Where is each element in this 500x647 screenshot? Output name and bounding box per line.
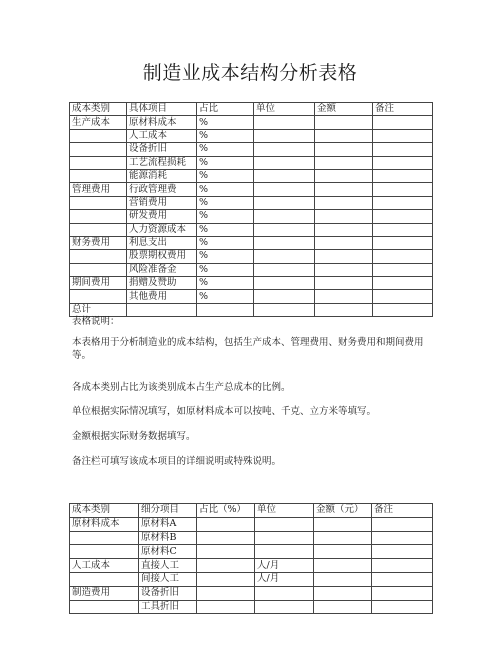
cost-structure-cell: 利息支出 (127, 236, 197, 249)
cost-structure-cell (70, 169, 127, 182)
table-row (70, 545, 433, 559)
cost-detail-cell (70, 545, 139, 559)
cost-structure-cell (373, 116, 433, 129)
table-row (70, 517, 433, 531)
cost-structure-cell: % (197, 196, 254, 209)
cost-structure-cell (70, 156, 127, 169)
cost-detail-cell: 工具折旧 (139, 600, 197, 614)
cost-structure-cell (70, 223, 127, 236)
cost-detail-cell (255, 517, 314, 531)
table-row (70, 183, 433, 196)
cost-detail-cell (314, 545, 372, 559)
cost-detail-cell (197, 572, 255, 586)
cost-structure-cell (254, 277, 315, 290)
cost-structure-cell (315, 196, 373, 209)
cost-detail-cell (197, 545, 255, 559)
cost-detail-header-cell: 备注 (372, 504, 433, 518)
cost-structure-cell (315, 263, 373, 276)
cost-structure-cell: 原材料成本 (127, 116, 197, 129)
cost-structure-cell: 其他费用 (127, 290, 197, 303)
cost-structure-cell: % (197, 236, 254, 249)
cost-structure-cell: % (197, 290, 254, 303)
cost-detail-header-cell: 金额（元） (314, 504, 372, 518)
cost-detail-cell (255, 545, 314, 559)
cost-structure-cell: 人工成本 (127, 129, 197, 142)
table-row (70, 169, 433, 182)
cost-structure-header-cell: 金额 (315, 103, 373, 116)
notes-heading: 表格说明： (72, 316, 120, 327)
table-row (70, 129, 433, 142)
cost-structure-cell (315, 129, 373, 142)
cost-detail-cell (197, 586, 255, 600)
cost-structure-cell (315, 183, 373, 196)
cost-structure-header-cell: 备注 (373, 103, 433, 116)
cost-structure-cell (373, 236, 433, 249)
cost-detail-cell (372, 572, 433, 586)
cost-structure-cell: % (197, 250, 254, 263)
cost-structure-cell: 财务费用 (70, 236, 127, 249)
table-row (70, 236, 433, 249)
cost-structure-cell (315, 143, 373, 156)
cost-detail-cell (255, 586, 314, 600)
cost-detail-cell: 设备折旧 (139, 586, 197, 600)
note-paragraph-4: 金额根据实际财务数据填写。 (72, 431, 196, 442)
cost-structure-cell: 生产成本 (70, 116, 127, 129)
cost-structure-cell (373, 183, 433, 196)
table-row (70, 196, 433, 209)
cost-structure-cell: % (197, 169, 254, 182)
table-row (70, 600, 433, 614)
cost-detail-cell (255, 531, 314, 545)
cost-structure-cell: % (197, 183, 254, 196)
cost-structure-cell (254, 183, 315, 196)
cost-structure-cell (315, 250, 373, 263)
cost-detail-cell (314, 531, 372, 545)
cost-detail-cell: 人工成本 (70, 559, 139, 573)
cost-detail-cell: 原材料成本 (70, 517, 139, 531)
cost-detail-cell: 直接人工 (139, 559, 197, 573)
cost-detail-table (69, 503, 433, 614)
cost-detail-header-cell: 成本类别 (70, 504, 139, 518)
cost-detail-cell: 制造费用 (70, 586, 139, 600)
note-paragraph-3: 单位根据实际情况填写，如原材料成本可以按吨、千克、立方米等填写。 (72, 406, 377, 417)
cost-detail-cell (372, 545, 433, 559)
cost-detail-cell: 间接人工 (139, 572, 197, 586)
cost-structure-cell (373, 156, 433, 169)
cost-detail-cell (70, 531, 139, 545)
cost-structure-cell: % (197, 263, 254, 276)
cost-structure-cell (373, 143, 433, 156)
cost-structure-cell (254, 116, 315, 129)
cost-structure-cell (254, 223, 315, 236)
cost-structure-cell: % (197, 210, 254, 223)
note-paragraph-2: 各成本类别占比为该类别成本占生产总成本的比例。 (72, 382, 291, 393)
cost-structure-cell: 期间费用 (70, 277, 127, 290)
cost-detail-cell (70, 572, 139, 586)
cost-structure-cell (315, 223, 373, 236)
cost-detail-cell: 人/月 (255, 559, 314, 573)
cost-detail-header-cell: 细分项目 (139, 504, 197, 518)
cost-detail-cell (70, 600, 139, 614)
table-row (70, 116, 433, 129)
cost-detail-header-row (70, 504, 433, 518)
cost-structure-cell (373, 250, 433, 263)
cost-structure-cell (315, 210, 373, 223)
cost-detail-cell (314, 559, 372, 573)
cost-structure-cell: 设备折旧 (127, 143, 197, 156)
cost-structure-cell: 人力资源成本 (127, 223, 197, 236)
cost-detail-cell (372, 559, 433, 573)
cost-structure-cell (254, 263, 315, 276)
document-title: 制造业成本结构分析表格 (142, 62, 358, 84)
table-row (70, 263, 433, 276)
cost-structure-cell (254, 169, 315, 182)
cost-structure-cell: 研发费用 (127, 210, 197, 223)
cost-structure-cell (254, 250, 315, 263)
cost-structure-cell (70, 129, 127, 142)
cost-structure-cell: % (197, 129, 254, 142)
cost-detail-cell (255, 600, 314, 614)
cost-structure-cell (70, 143, 127, 156)
cost-detail-cell: 人/月 (255, 572, 314, 586)
cost-detail-table-body (70, 504, 433, 614)
cost-detail-cell (372, 600, 433, 614)
cost-structure-cell: 工艺流程损耗 (127, 156, 197, 169)
cost-structure-header-cell: 占比 (197, 103, 254, 116)
cost-structure-cell (315, 169, 373, 182)
cost-structure-cell: 营销费用 (127, 196, 197, 209)
table-row (70, 223, 433, 236)
cost-detail-cell (197, 600, 255, 614)
cost-structure-cell (70, 290, 127, 303)
cost-structure-cell (373, 169, 433, 182)
note-paragraph-1: 本表格用于分析制造业的成本结构，包括生产成本、管理费用、财务费用和期间费用等。 (72, 337, 424, 361)
cost-detail-header-cell: 占比（%） (197, 504, 255, 518)
cost-detail-cell (314, 586, 372, 600)
cost-detail-cell (197, 559, 255, 573)
cost-structure-table (69, 102, 433, 317)
cost-detail-header-cell: 单位 (255, 504, 314, 518)
cost-structure-cell: 行政管理费 (127, 183, 197, 196)
cost-structure-cell (315, 236, 373, 249)
cost-structure-cell (254, 129, 315, 142)
cost-structure-cell: % (197, 116, 254, 129)
cost-structure-cell: % (197, 277, 254, 290)
table-row (70, 210, 433, 223)
cost-detail-cell (314, 517, 372, 531)
cost-detail-cell (314, 600, 372, 614)
cost-structure-cell (315, 116, 373, 129)
cost-structure-cell: 捐赠及赞助 (127, 277, 197, 290)
cost-structure-cell: 能源消耗 (127, 169, 197, 182)
cost-detail-cell: 原材料A (139, 517, 197, 531)
cost-structure-cell: 股票期权费用 (127, 250, 197, 263)
cost-detail-cell (372, 531, 433, 545)
cost-detail-cell (197, 517, 255, 531)
cost-structure-cell (315, 290, 373, 303)
cost-structure-cell: 总计 (70, 303, 127, 316)
cost-structure-header-row (70, 103, 433, 116)
cost-structure-cell (373, 223, 433, 236)
cost-structure-cell (373, 277, 433, 290)
cost-structure-cell (373, 263, 433, 276)
cost-detail-cell (372, 586, 433, 600)
cost-structure-header-cell: 具体项目 (127, 103, 197, 116)
table-row (70, 277, 433, 290)
cost-structure-cell (70, 210, 127, 223)
cost-structure-cell (254, 236, 315, 249)
cost-detail-cell: 原材料C (139, 545, 197, 559)
table-row (70, 559, 433, 573)
cost-structure-cell (373, 196, 433, 209)
cost-structure-cell (373, 210, 433, 223)
cost-structure-cell (254, 156, 315, 169)
cost-structure-cell: % (197, 156, 254, 169)
cost-detail-cell: 原材料B (139, 531, 197, 545)
cost-structure-cell: 管理费用 (70, 183, 127, 196)
table-row (70, 586, 433, 600)
cost-structure-cell: % (197, 143, 254, 156)
cost-structure-cell (254, 210, 315, 223)
table-row (70, 290, 433, 303)
cost-structure-cell (70, 250, 127, 263)
cost-structure-header-cell: 单位 (254, 103, 315, 116)
cost-structure-cell (70, 196, 127, 209)
cost-structure-cell (315, 156, 373, 169)
note-paragraph-5: 备注栏可填写该成本项目的详细说明或特殊说明。 (72, 456, 282, 467)
cost-structure-cell (315, 277, 373, 290)
table-row (70, 572, 433, 586)
cost-detail-cell (372, 517, 433, 531)
cost-detail-cell (197, 531, 255, 545)
table-row (70, 156, 433, 169)
cost-structure-cell (254, 290, 315, 303)
table-row (70, 250, 433, 263)
cost-structure-cell (254, 143, 315, 156)
cost-structure-table-body (70, 103, 433, 317)
table-row (70, 531, 433, 545)
table-row (70, 143, 433, 156)
cost-detail-cell (314, 572, 372, 586)
cost-structure-cell (254, 196, 315, 209)
cost-structure-cell (373, 290, 433, 303)
cost-structure-cell (373, 129, 433, 142)
cost-structure-cell: % (197, 223, 254, 236)
cost-structure-cell: 风险准备金 (127, 263, 197, 276)
cost-structure-header-cell: 成本类别 (70, 103, 127, 116)
cost-structure-cell (70, 263, 127, 276)
